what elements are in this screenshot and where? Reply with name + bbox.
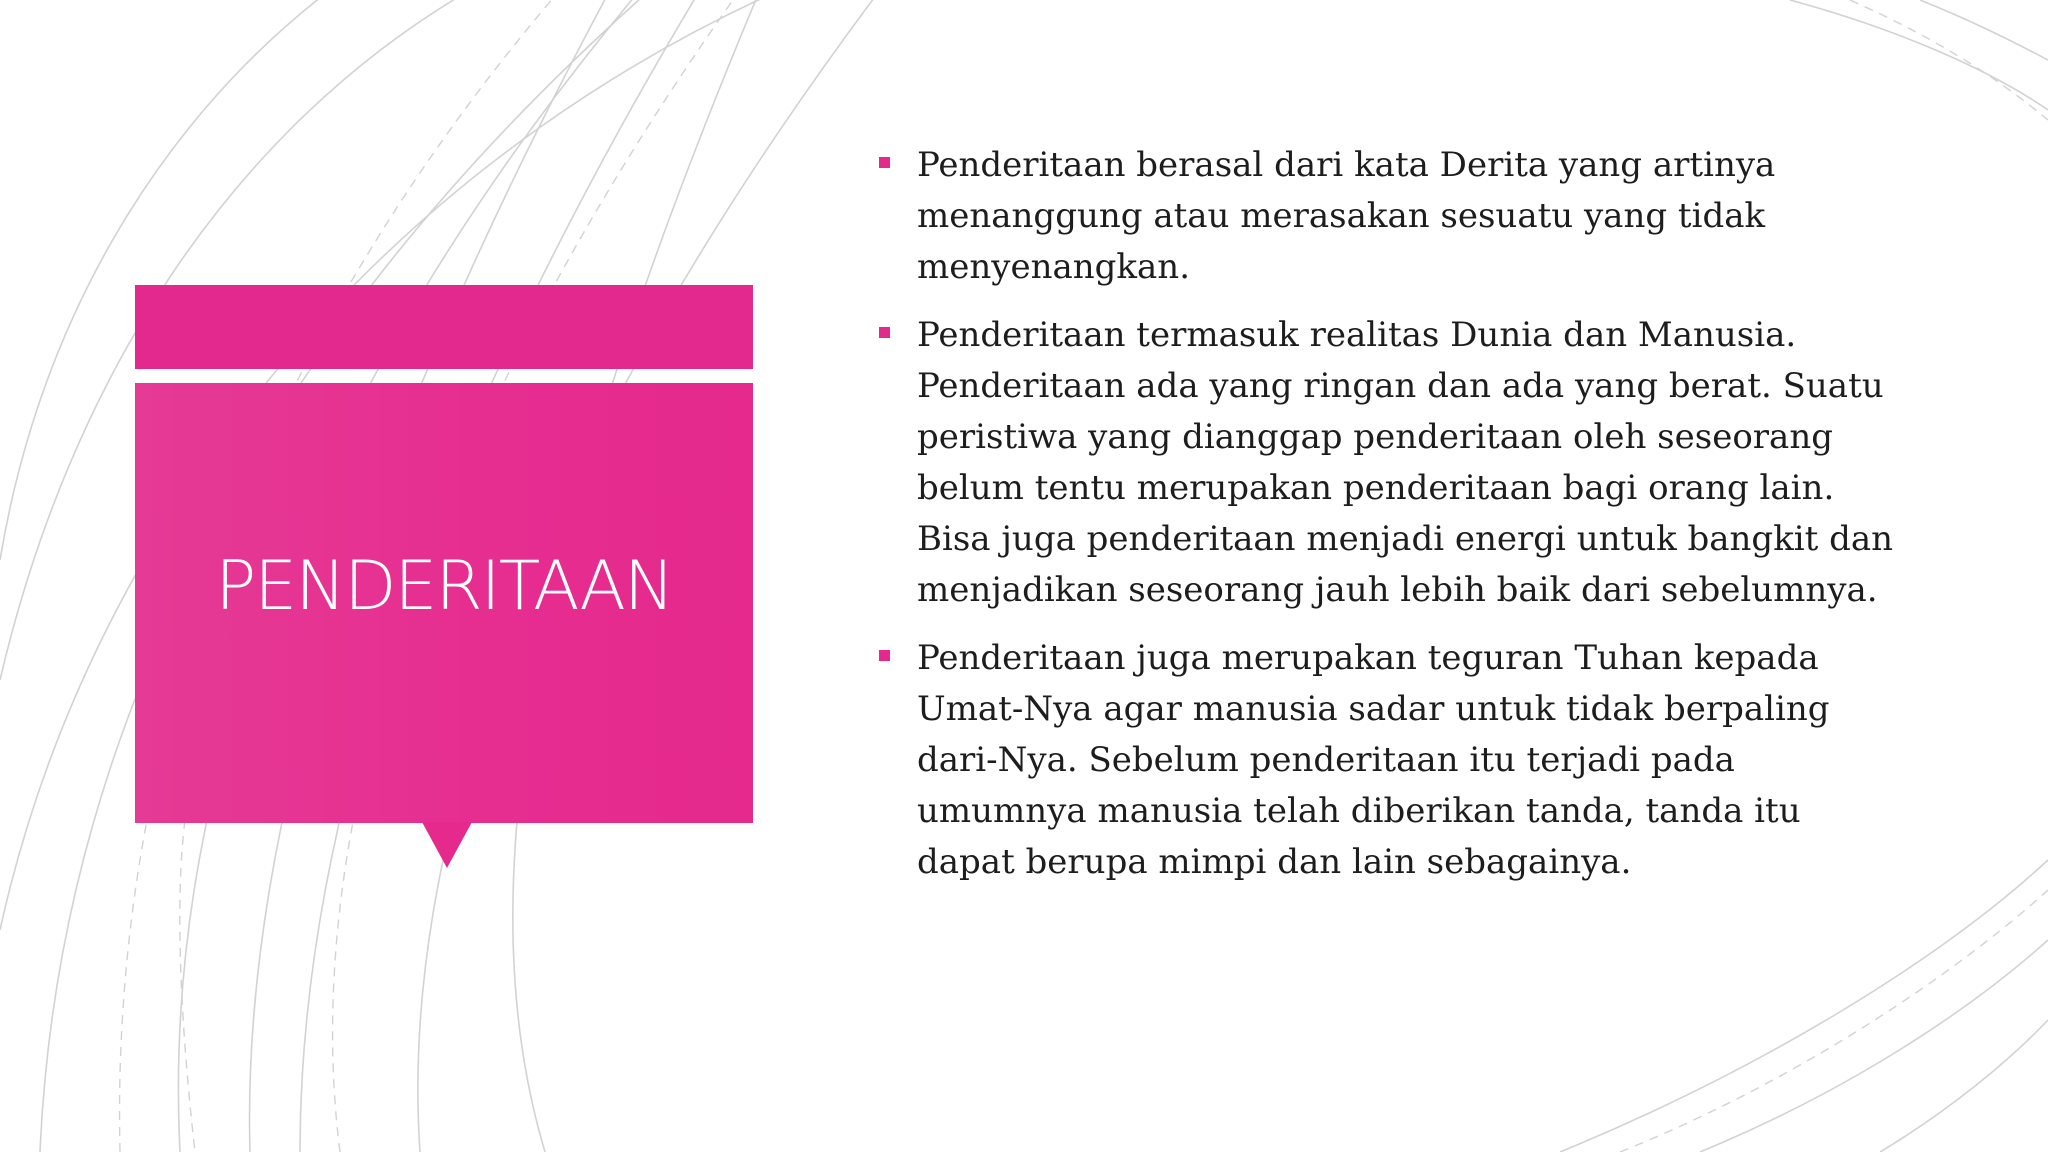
square-bullet-icon [879,650,890,661]
list-item [875,310,1895,616]
list-item [875,140,1895,293]
list-item [875,633,1895,888]
title-box-pointer [422,822,472,868]
bullet-text: Penderitaan berasal dari kata Derita yang artinya menanggung atau merasakan sesuatu yang tidak menyenangkan. [917,145,1776,287]
square-bullet-icon [879,157,890,168]
bullet-text: Penderitaan juga merupakan teguran Tuhan kepada Umat-Nya agar manusia sadar untuk tidak berpaling dari-Nya. Sebelum penderitaan itu terjadi pada umumnya manusia telah diberikan tanda, tanda itu dapat berupa mimpi dan lain sebagainya. [917,638,1830,882]
title-box [135,383,753,823]
title-accent-band [135,285,753,369]
bullet-list [875,140,1895,905]
square-bullet-icon [879,327,890,338]
slide-title: PENDERITAAN [215,547,673,626]
bullet-text: Penderitaan termasuk realitas Dunia dan Manusia. Penderitaan ada yang ringan dan ada yang berat. Suatu peristiwa yang dianggap penderitaan oleh seseorang belum tentu merupakan penderitaan bagi orang lain. Bisa juga penderitaan menjadi energi untuk bangkit dan menjadikan seseorang jauh lebih baik dari sebelumnya. [917,315,1894,610]
